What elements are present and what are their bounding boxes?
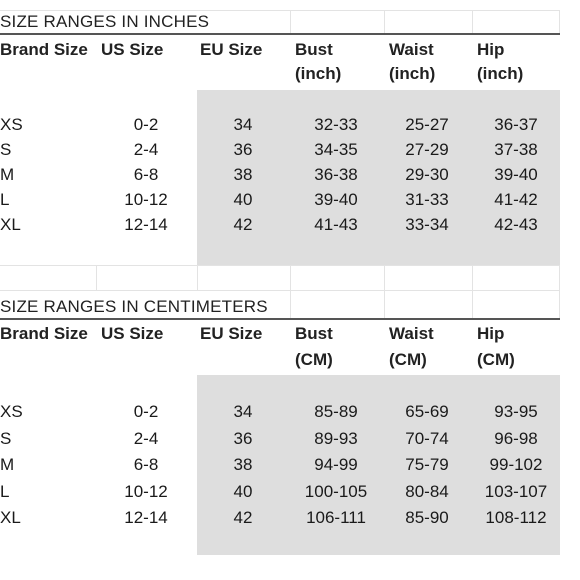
cell-eu-size: 42 <box>233 508 253 527</box>
centimeters-section <box>0 290 580 580</box>
cell-waist: 65-69 <box>405 402 449 421</box>
cell-waist: 29-30 <box>405 165 449 184</box>
header-waist-unit: (CM) <box>389 350 427 369</box>
header-brand-size: Brand Size <box>0 324 88 343</box>
cell-brand-size: L <box>0 482 10 501</box>
cell-hip: 103-107 <box>484 482 548 501</box>
cell-us-size: 6-8 <box>133 455 159 474</box>
header-waist <box>389 38 435 86</box>
grid-line <box>472 265 473 290</box>
cell-us-size: 12-14 <box>124 508 168 527</box>
cell-bust: 39-40 <box>314 190 358 209</box>
header-waist-label: Waist <box>389 324 434 343</box>
grid-line <box>290 10 291 34</box>
header-bust-unit: (inch) <box>295 64 342 83</box>
grid-line <box>472 290 473 318</box>
cell-hip: 93-95 <box>494 402 538 421</box>
cell-eu-size: 36 <box>233 429 253 448</box>
cell-brand-size: XL <box>0 215 21 234</box>
cell-waist: 27-29 <box>405 140 449 159</box>
cell-brand-size: S <box>0 140 12 159</box>
cell-bust: 106-111 <box>306 508 366 527</box>
cell-eu-size: 34 <box>233 402 253 421</box>
cell-hip: 99-102 <box>489 455 543 474</box>
grid-line <box>0 10 560 11</box>
grid-line <box>0 290 560 291</box>
title-rule <box>0 33 560 35</box>
cell-eu-size: 38 <box>233 165 253 184</box>
header-bust <box>295 322 333 372</box>
cell-waist: 75-79 <box>405 455 449 474</box>
cell-bust: 36-38 <box>314 165 358 184</box>
grid-line <box>472 10 473 34</box>
header-bust-label: Bust <box>295 324 333 343</box>
grid-line <box>96 265 97 290</box>
header-bust-label: Bust <box>295 40 333 59</box>
cell-us-size: 10-12 <box>124 190 168 209</box>
grid-line <box>290 290 291 318</box>
cell-bust: 85-89 <box>314 402 358 421</box>
cell-hip: 37-38 <box>494 140 538 159</box>
cell-waist: 85-90 <box>405 508 449 527</box>
header-hip-unit: (CM) <box>477 350 515 369</box>
cell-eu-size: 38 <box>233 455 253 474</box>
header-eu-size: EU Size <box>200 40 263 59</box>
header-bust-unit: (CM) <box>295 350 333 369</box>
cell-us-size: 0-2 <box>133 115 159 134</box>
title-rule <box>0 318 560 320</box>
cell-hip: 36-37 <box>494 115 538 134</box>
cell-brand-size: XS <box>0 402 23 421</box>
cell-us-size: 2-4 <box>133 429 159 448</box>
header-brand-size: Brand Size <box>0 40 88 59</box>
header-hip-label: Hip <box>477 40 505 59</box>
cell-waist: 25-27 <box>405 115 449 134</box>
cell-hip: 41-42 <box>494 190 538 209</box>
cell-bust: 34-35 <box>314 140 358 159</box>
cell-bust: 89-93 <box>314 429 358 448</box>
header-us-size: US Size <box>101 324 164 343</box>
cell-us-size: 10-12 <box>124 482 168 501</box>
header-bust <box>295 38 341 86</box>
header-us-size: US Size <box>101 40 164 59</box>
cell-brand-size: M <box>0 455 15 474</box>
cell-brand-size: S <box>0 429 12 448</box>
cell-bust: 94-99 <box>314 455 358 474</box>
cell-hip: 42-43 <box>494 215 538 234</box>
cell-hip: 96-98 <box>494 429 538 448</box>
grid-line <box>290 265 291 290</box>
cell-us-size: 0-2 <box>133 402 159 421</box>
cell-hip: 108-112 <box>485 508 547 527</box>
cell-brand-size: XS <box>0 115 23 134</box>
header-hip-label: Hip <box>477 324 505 343</box>
header-hip-unit: (inch) <box>477 64 524 83</box>
cell-waist: 80-84 <box>405 482 449 501</box>
cell-waist: 31-33 <box>405 190 449 209</box>
cell-eu-size: 40 <box>233 482 253 501</box>
header-hip <box>477 322 515 372</box>
cell-eu-size: 40 <box>233 190 253 209</box>
grid-line <box>0 265 560 266</box>
grid-line <box>384 265 385 290</box>
cell-bust: 100-105 <box>304 482 368 501</box>
cell-eu-size: 42 <box>233 215 253 234</box>
grid-line <box>384 290 385 318</box>
header-waist <box>389 322 434 372</box>
grid-line <box>559 265 560 290</box>
grid-line <box>197 265 198 290</box>
cell-waist: 33-34 <box>405 215 449 234</box>
cell-us-size: 6-8 <box>133 165 159 184</box>
grid-line <box>559 10 560 34</box>
grid-line <box>559 290 560 318</box>
header-waist-unit: (inch) <box>389 64 436 83</box>
section-title: SIZE RANGES IN CENTIMETERS <box>0 297 268 316</box>
cell-waist: 70-74 <box>405 429 449 448</box>
grid-line <box>384 10 385 34</box>
cell-us-size: 12-14 <box>124 215 168 234</box>
header-hip <box>477 38 523 86</box>
cell-hip: 39-40 <box>494 165 538 184</box>
cell-brand-size: XL <box>0 508 21 527</box>
cell-eu-size: 36 <box>233 140 253 159</box>
section-title: SIZE RANGES IN INCHES <box>0 12 210 31</box>
cell-us-size: 2-4 <box>133 140 159 159</box>
cell-brand-size: L <box>0 190 10 209</box>
cell-brand-size: M <box>0 165 15 184</box>
cell-bust: 41-43 <box>314 215 358 234</box>
cell-eu-size: 34 <box>233 115 253 134</box>
header-waist-label: Waist <box>389 40 434 59</box>
cell-bust: 32-33 <box>314 115 358 134</box>
header-eu-size: EU Size <box>200 324 263 343</box>
